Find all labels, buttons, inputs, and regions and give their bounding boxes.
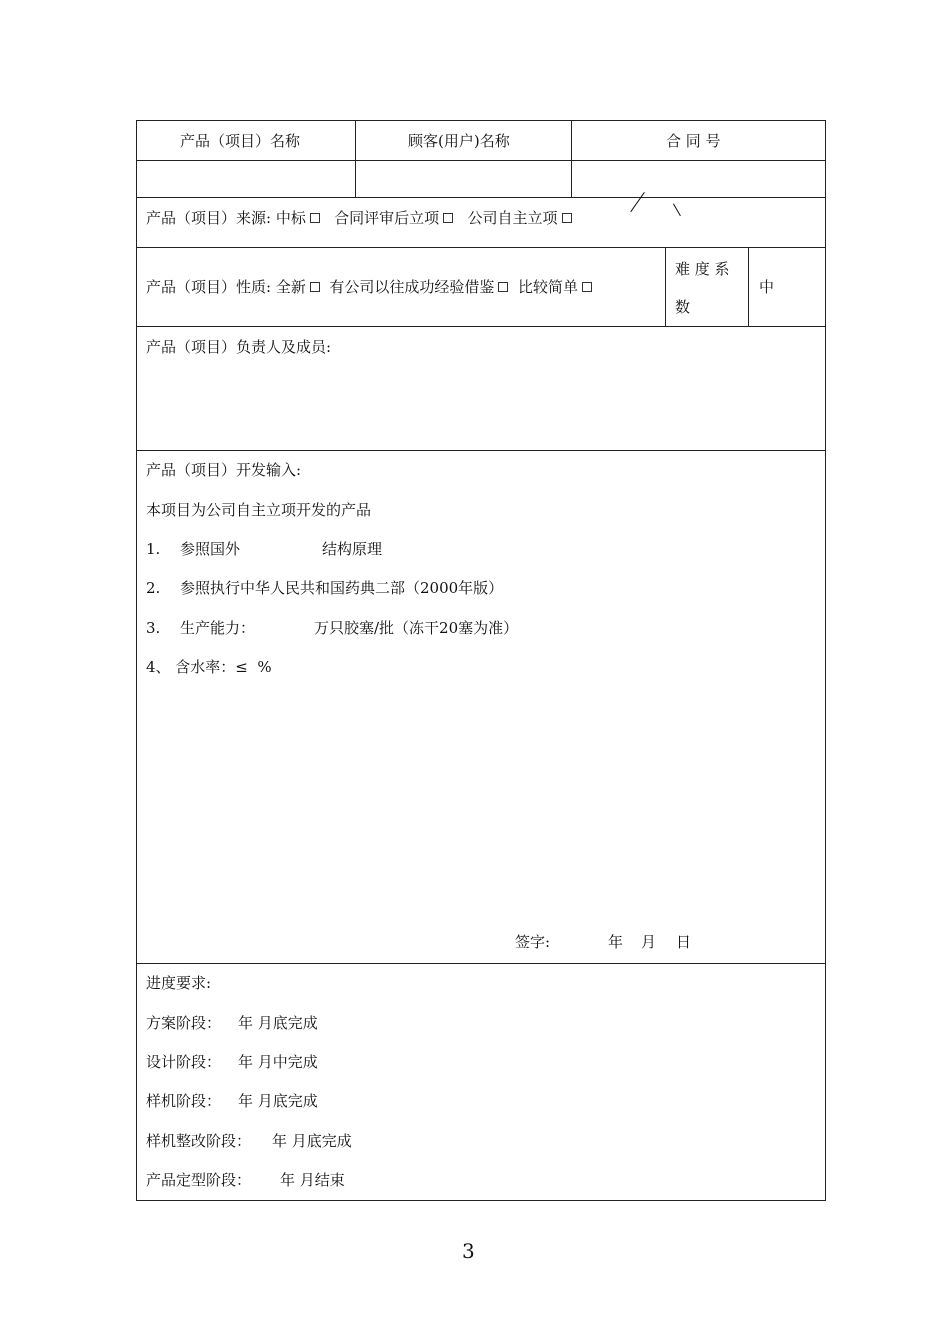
input-item-3-text: 生产能力： [180,619,256,637]
sign-day: 日 [676,933,692,951]
difficulty-label-line2: 数 [675,298,691,316]
nature-new-checkbox[interactable] [310,282,320,292]
column-divider [665,247,666,326]
stage-1-name: 方案阶段： [146,1014,222,1032]
row-divider [136,326,826,327]
input-item-4-text: 4、 含水率：≤ % [146,658,272,676]
contract-no-header: 合 同 号 [666,132,721,150]
nature-experience-checkbox[interactable] [498,282,508,292]
source-bid-checkbox[interactable] [310,213,320,223]
sign-year: 年 [608,933,624,951]
source-option-self-initiated: 公司自主立项 [467,209,558,227]
page-number: 3 [462,1239,475,1263]
stage-5-text: 年 月结束 [280,1171,345,1189]
input-item-1-num: 1. [146,540,161,558]
stage-3-name: 样机阶段： [146,1092,222,1110]
input-item-1-text: 参照国外 [180,540,241,558]
contract-no-field[interactable] [573,162,824,196]
column-divider [571,120,572,197]
input-item-3-num: 3. [146,619,161,637]
source-option-contract-review: 合同评审后立项 [334,209,440,227]
input-intro: 本项目为公司自主立项开发的产品 [146,501,372,519]
row-divider [136,160,826,161]
nature-line [146,277,592,297]
column-divider [748,247,749,326]
stage-2-text: 年 月中完成 [238,1053,318,1071]
product-name-header: 产品（项目）名称 [180,132,301,150]
source-option-bid: 中标 [275,209,306,227]
source-self-initiated-checkbox[interactable] [562,213,572,223]
difficulty-value: 中 [759,278,775,296]
stage-2-name: 设计阶段： [146,1053,222,1071]
source-line [146,208,572,228]
input-item-3-text2: 万只胶塞/批（冻干20塞为准） [314,619,519,637]
stage-4-text: 年 月底完成 [272,1132,352,1150]
input-item-2-num: 2. [146,579,161,597]
row-divider [136,963,826,964]
nature-option-new: 全新 [275,278,306,296]
stage-4-name: 样机整改阶段： [146,1132,252,1150]
customer-name-header: 顾客(用户)名称 [408,132,510,150]
row-divider [136,247,826,248]
sign-month: 月 [641,933,657,951]
input-item-1-text2: 结构原理 [322,540,383,558]
nature-option-experience: 有公司以往成功经验借鉴 [329,278,495,296]
nature-simple-checkbox[interactable] [582,282,592,292]
stage-1-text: 年 月底完成 [238,1014,318,1032]
sign-label: 签字: [515,933,551,951]
source-label: 产品（项目）来源: [146,209,272,227]
column-divider [355,120,356,197]
stage-5-name: 产品定型阶段： [146,1171,252,1189]
product-name-field[interactable] [138,162,353,196]
stage-3-text: 年 月底完成 [238,1092,318,1110]
team-label: 产品（项目）负责人及成员: [146,338,332,356]
difficulty-label-line1: 难 度 系 [675,260,730,278]
input-item-2-text: 参照执行中华人民共和国药典二部（2000年版） [180,579,504,597]
nature-label: 产品（项目）性质: [146,278,272,296]
customer-name-field[interactable] [357,162,569,196]
source-contract-review-checkbox[interactable] [443,213,453,223]
nature-option-simple: 比较简单 [517,278,578,296]
schedule-label: 进度要求: [146,974,212,992]
row-divider [136,197,826,198]
input-label: 产品（项目）开发输入: [146,461,302,479]
row-divider [136,450,826,451]
